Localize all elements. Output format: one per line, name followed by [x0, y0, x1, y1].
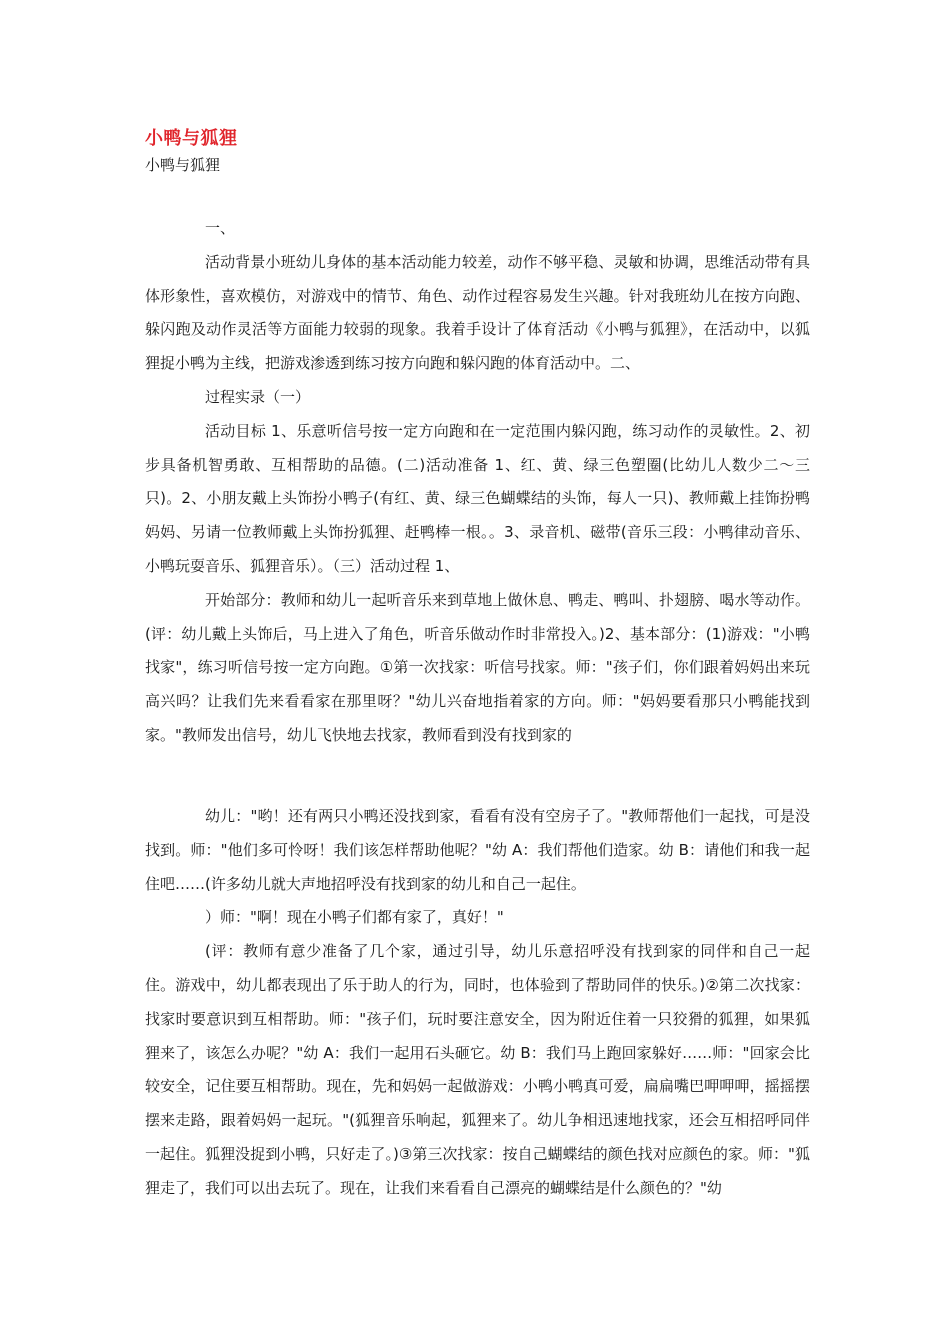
paragraph-process-heading: 过程实录（一） [205, 387, 311, 406]
paragraph-start-part: 开始部分：教师和幼儿一起听音乐来到草地上做休息、鸭走、鸭叫、扑翅膀、喝水等动作。(评：幼儿戴上头饰后，马上进入了角色，听音乐做动作时非常投入。)2、基本部分：(1)游戏："小鸭找家"，练习听信号按一定方向跑。①第一次找家：听信号找家。师："孩子们，你们跟着妈妈出来玩高兴吗？让我们先来看看家在那里呀？"幼儿兴奋地指着家的方向。师："妈妈要看那只小鸭能找到家。"教师发出信号，幼儿飞快地去找家，教师看到没有找到家的 [145, 590, 810, 744]
paragraph-background: 活动背景小班幼儿身体的基本活动能力较差，动作不够平稳、灵敏和协调，思维活动带有具体形象性，喜欢模仿，对游戏中的情节、角色、动作过程容易发生兴趣。针对我班幼儿在按方向跑、躲闪跑及动作灵活等方面能力较弱的现象。我着手设计了体育活动《小鸭与狐狸》，在活动中，以狐狸捉小鸭为主线，把游戏渗透到练习按方向跑和躲闪跑的体育活动中。二、 [145, 252, 810, 373]
paragraph-comment: (评：教师有意少准备了几个家，通过引导，幼儿乐意招呼没有找到家的同伴和自己一起住。游戏中，幼儿都表现出了乐于助人的行为，同时，也体验到了帮助同伴的快乐。)②第二次找家：找家时要意识到互相帮助。师："孩子们，玩时要注意安全，因为附近住着一只狡猾的狐狸，如果狐狸来了，该怎么办呢？"幼 A：我们一起用石头砸它。幼 B：我们马上跑回家躲好……师："回家会比较安全，记住要互相帮助。现在，先和妈妈一起做游戏：小鸭小鸭真可爱，扁扁嘴巴呷呷呷，摇摇摆摆来走路，跟着妈妈一起玩。"(狐狸音乐响起，狐狸来了。幼儿争相迅速地找家，还会互相招呼同伴一起住。狐狸没捉到小鸭，只好走了。)③第三次找家：按自己蝴蝶结的颜色找对应颜色的家。师："狐狸走了，我们可以出去玩了。现在，让我们来看看自己漂亮的蝴蝶结是什么颜色的？"幼 [145, 942, 810, 1197]
paragraph-teacher-line: ）师："啊！现在小鸭子们都有家了，真好！" [205, 908, 504, 927]
paragraph-goals: 活动目标 1、乐意听信号按一定方向跑和在一定范围内躲闪跑，练习动作的灵敏性。2、初步具备机智勇敢、互相帮助的品德。(二)活动准备 1、红、黄、绿三色塑圈(比幼儿人数少二～三只)。2、小朋友戴上头饰扮小鸭子(有红、黄、绿三色蝴蝶结的头饰，每人一只)、教师戴上挂饰扮鸭妈妈、另请一位教师戴上头饰扮狐狸、赶鸭棒一根。。3、录音机、磁带(音乐三段：小鸭律动音乐、小鸭玩耍音乐、狐狸音乐）。（三）活动过程 1、 [145, 421, 810, 575]
document-subtitle: 小鸭与狐狸 [145, 156, 221, 174]
body-section-2 [145, 800, 810, 1206]
paragraph-heading-one: 一、 [205, 219, 236, 237]
document-title: 小鸭与狐狸 [145, 128, 238, 149]
body-section-1 [145, 212, 810, 753]
paragraph-child-dialogue: 幼儿："哟！还有两只小鸭还没找到家，看看有没有空房子了。"教师帮他们一起找，可是没找到。师："他们多可怜呀！我们该怎样帮助他呢？"幼 A：我们帮他们造家。幼 B：请他们和我一起住吧……(许多幼儿就大声地招呼没有找到家的幼儿和自己一起住。 [145, 807, 810, 893]
